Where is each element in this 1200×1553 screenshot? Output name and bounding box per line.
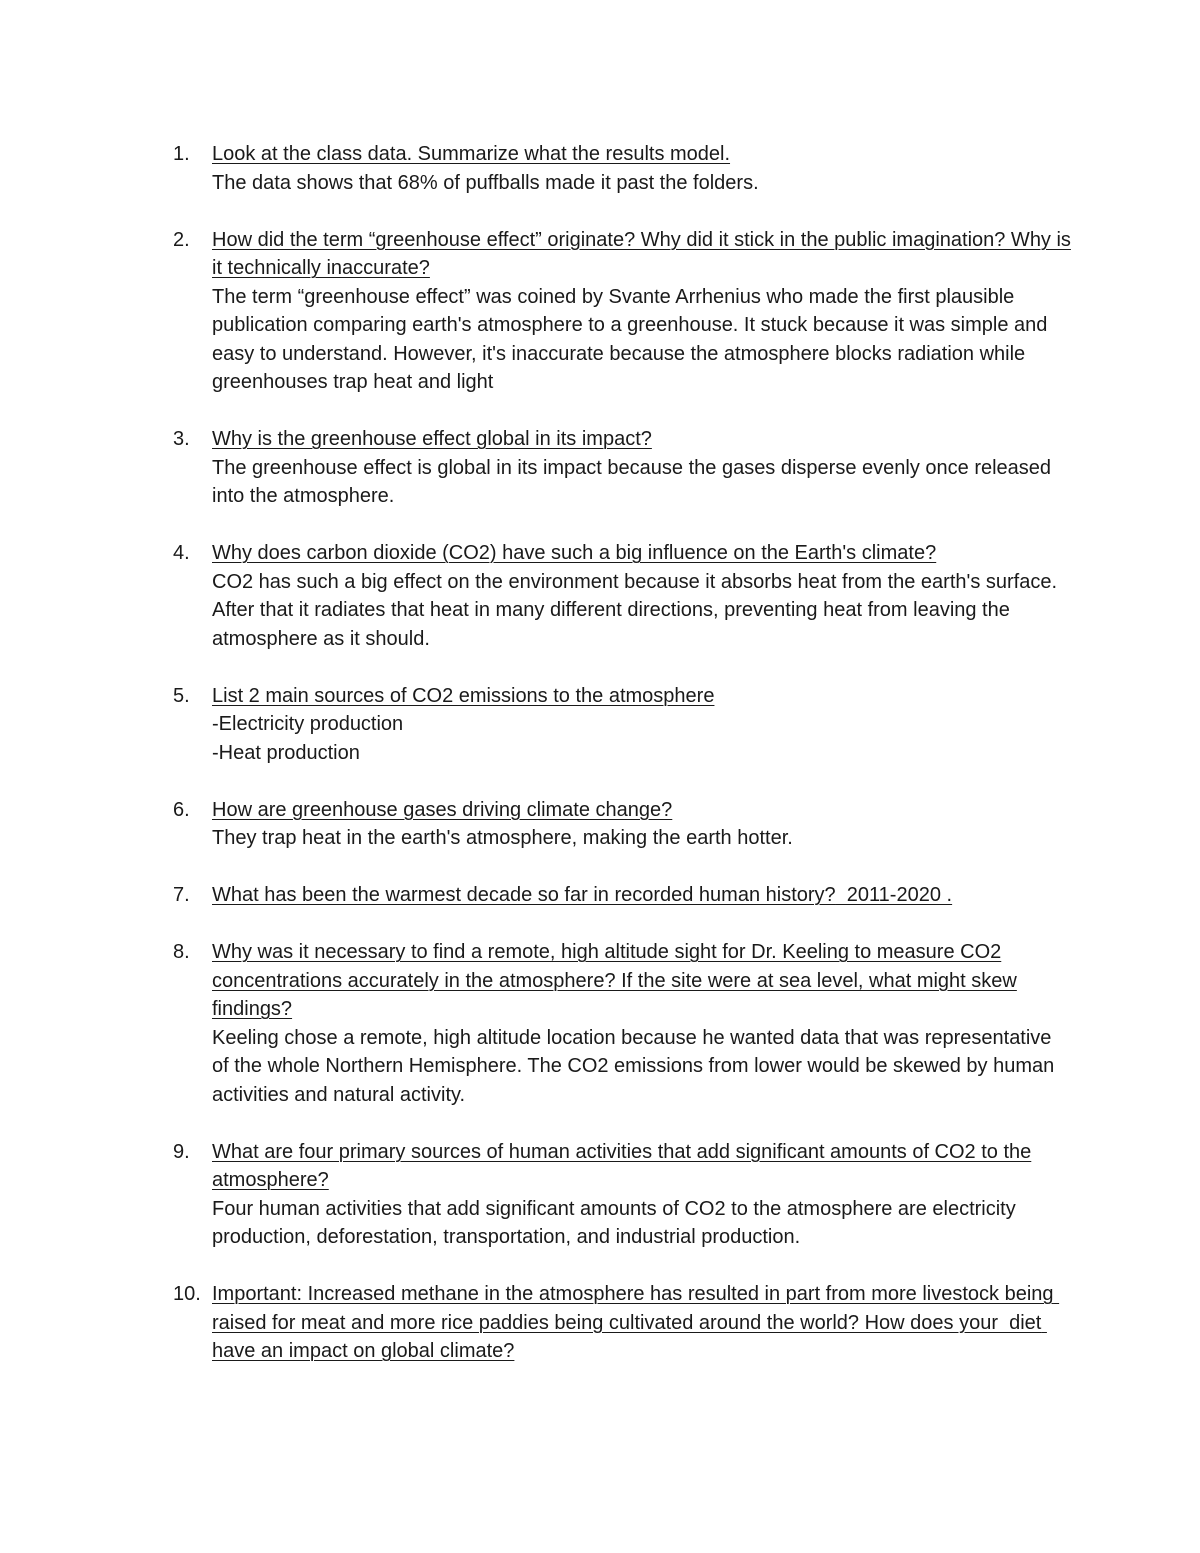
answer-line: -Heat production xyxy=(212,741,360,764)
list-item xyxy=(173,226,1073,397)
answer-text: The greenhouse effect is global in its impact because the gases disperse evenly once released into the atmosphere. xyxy=(212,456,1052,507)
inline-answer: 2011-2020 . xyxy=(835,884,953,906)
question-text: How did the term “greenhouse effect” originate? Why did it stick in the public imagination? Why is it technically inaccurate? xyxy=(212,228,1071,279)
list-item xyxy=(173,881,1073,910)
list-item xyxy=(173,796,1073,853)
question-text: Look at the class data. Summarize what the results model. xyxy=(212,143,731,165)
item-number: 5. xyxy=(173,684,190,707)
item-number: 3. xyxy=(173,428,190,450)
question-label: What has been the warmest decade so far in recorded human history? xyxy=(212,884,836,906)
list-item xyxy=(173,1138,1073,1252)
question-text: How are greenhouse gases driving climate change? xyxy=(212,798,673,821)
item-number: 6. xyxy=(173,798,190,821)
answer-text: Four human activities that add significant amounts of CO2 to the atmosphere are electricity production, deforestation, transportation, and industrial production. xyxy=(212,1197,1016,1248)
item-number: 4. xyxy=(173,542,190,564)
answer-text: CO2 has such a big effect on the environment because it absorbs heat from the earth's surface. After that it radiates that heat in many different directions, preventing heat from leaving the atmosphere as it should. xyxy=(212,570,1058,650)
question-list xyxy=(173,140,1073,1394)
answer-text: They trap heat in the earth's atmosphere, making the earth hotter. xyxy=(212,827,793,849)
answer-text: The term “greenhouse effect” was coined by Svante Arrhenius who made the first plausible publication comparing earth's atmosphere to a greenhouse. It stuck because it was simple and easy to understand. However, it's inaccurate because the atmosphere blocks radiation while greenhouses trap heat and light xyxy=(212,285,1048,393)
item-number: 7. xyxy=(173,884,190,906)
question-text: Why was it necessary to find a remote, high altitude sight for Dr. Keeling to measure CO2 concentrations accurately in the atmosphere? If the site were at sea level, what might skew findings? xyxy=(212,941,1017,1020)
item-number: 2. xyxy=(173,228,190,251)
question-text: List 2 main sources of CO2 emissions to the atmosphere xyxy=(212,684,715,707)
answer-line: -Electricity production xyxy=(212,713,404,735)
list-item xyxy=(173,682,1073,768)
question-text: Why does carbon dioxide (CO2) have such a big influence on the Earth's climate? xyxy=(212,542,937,564)
question-text: Important: Increased methane in the atmosphere has resulted in part from more livestock being raised for meat and more rice paddies being cultivated around the world? How does your diet have an impact on global climate? xyxy=(212,1283,1060,1362)
list-item xyxy=(173,938,1073,1109)
item-number: 1. xyxy=(173,143,190,165)
list-item xyxy=(173,140,1073,197)
list-item xyxy=(173,539,1073,653)
answer-text: The data shows that 68% of puffballs made it past the folders. xyxy=(212,171,759,194)
item-number: 10. xyxy=(173,1283,201,1305)
answer-text: Keeling chose a remote, high altitude location because he wanted data that was representative of the whole Northern Hemisphere. The CO2 emissions from lower would be skewed by human activities and natural activity. xyxy=(212,1026,1055,1106)
item-number: 9. xyxy=(173,1140,190,1163)
item-number: 8. xyxy=(173,941,190,963)
list-item xyxy=(173,1280,1073,1366)
question-text: What are four primary sources of human activities that add significant amounts of CO2 to the atmosphere? xyxy=(212,1140,1032,1191)
list-item xyxy=(173,425,1073,511)
question-text: Why is the greenhouse effect global in its impact? xyxy=(212,428,652,450)
question-text xyxy=(212,884,952,906)
